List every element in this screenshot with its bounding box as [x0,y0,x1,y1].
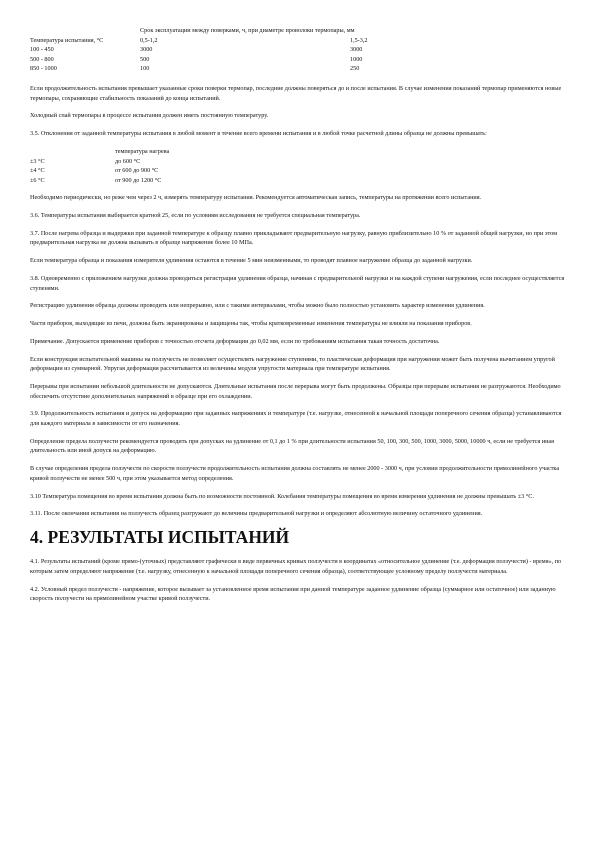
table-row: 500 - 800 500 1000 [30,55,363,63]
paragraph: Холодный спай термопары в процессе испытания должен иметь постоянную температуру. [30,112,269,120]
paragraph: В случае определения предела ползучести по скорости ползучести продолжительность испытания должна составлять не менее 2000 - 3000 ч, при условии продолжительности прямолинейного участка кривой ползучести не менее 500 ч, при этом указывается метод определения. [30,465,560,482]
paragraph: Определение предела ползучести рекомендуется проводить при допусках на удлинение от 0,1 до 1 % при длительности испытания 50, 100, 300, 500, 1000, 3000, 5000, 10000 ч, если не требуется иная длительность или иной допуск на деформацию. [30,437,555,455]
table-row: ±3 °С до 600 °С [30,157,141,165]
paragraph: 3.6. Температуры испытания выбирается кратной 25, если по условиям исследования не требуется специальная температура. [30,212,361,220]
table-sub-header-1: 0,5-1,2 [140,36,158,44]
paragraph: 3.10 Температура помещения во время испытания должна быть по возможности постоянной. Колебания температуры помещения во время измерения удлинения не должны превышать ±3 °С. [30,492,534,500]
table-span-header: Срок эксплуатации между поверками, ч, при диаметре проволоки термопары, мм [140,27,355,34]
paragraph: 3.11. После окончания испытания на ползучесть образец разгружают до величины предварительной нагрузки и определяют абсолютную величину остаточного удлинения. [30,510,483,518]
table-col0-header: Температура испытания, °С [30,36,104,44]
table-row: 100 - 450 3000 3000 [30,46,363,54]
paragraph: Регистрацию удлинения образца должны проводить или непрерывно, или с такими интервалами, чтобы можно было полностью установить характер изменения удлинения. [30,302,485,310]
paragraph: Части приборов, выходящие из печи, должны быть экранированы и защищены так, чтобы кратковременные изменения температуры не влияли на показания приборов. [30,320,472,328]
paragraph: Если продолжительность испытания превышает указанные сроки поверки термопар, последние должны поверяться до и после испытания. В случае изменения показаний термопар применяются новые термопары, сохраняющие стабильность показаний до конца испытаний. [30,84,562,102]
thermocouple-table [30,26,450,74]
paragraph: Если температура образца и показания измерителя удлинения остаются в течение 5 мин неизменными, то проводят плавное нагружение образца до заданной нагрузки. [30,257,473,265]
document-page [30,26,565,612]
paragraph: 3.9. Продолжительность испытания и допуск на деформацию при заданных напряжениях и температуре (т.е. нагрузке, отнесенной к начальной площади поперечного сечения образца) устанавливаются для каждого материала в зависимости от его назначения. [30,410,562,428]
note-paragraph: Примечание. Допускается применение приборов с точностью отсчета деформации до 0,02 мм, если по требованиям испытания такая точность достаточна. [30,337,440,345]
temperature-tolerance-table [30,147,169,185]
paragraph: 3.7. После нагрева образца и выдержки при заданной температуре к образцу плавно прикладывают предварительную нагрузку, равную приблизительно 10 % от заданной общей нагрузки, но при этом предварительная нагрузка не должна вызывать в образце напряжение более 10 МПа. [30,229,558,247]
tolerance-table-header: температура нагрева [115,147,170,155]
section-heading: 4. РЕЗУЛЬТАТЫ ИСПЫТАНИЙ [30,527,290,548]
table-row: ±4 °С от 600 до 900 °С [30,167,159,175]
table-row: 850 - 1000 100 250 [30,65,360,73]
table-row: ±6 °С от 900 до 1200 °С [30,176,162,184]
paragraph: Необходимо периодически, но реже чем через 2 ч, измерять температуру испытания. Рекомендуется автоматическая запись, температуры на протяжении всего испытания. [30,194,482,202]
paragraph: 4.2. Условный предел ползучести - напряжение, которое вызывает за установленное время испытания при данной температуре заданное удлинение образца (суммарное или остаточное) или заданную скорость ползучести на прямолинейном участке кривой ползучести. [30,585,556,603]
paragraph: 3.5. Отклонения от заданной температуры испытания в любой момент в течение всего времени испытания и в любой точке расчетной длины образца не должны превышать: [30,130,487,138]
paragraph: 3.8. Одновременно с приложением нагрузки должна проводиться регистрация удлинения образца, начиная с предварительной нагрузки и на каждой ступени нагружения, если последнее осуществляется ступенями. [30,275,565,292]
paragraph: 4.1. Результаты испытаний (кроме прямо-(уточных) представляют графически в виде первичных кривых ползучести в координатах «относительное удлинение (т.е. деформация ползучести) - время», по которым затем определяют напряжение (т.е. нагрузку, отнесенную к начальной площади поперечного сечения образца), соответствующее условному пределу ползучести материала. [30,558,562,575]
table-sub-header-2: 1,5-3,2 [350,36,368,44]
paragraph: Перерывы при испытании небольшой длительности не допускаются. Длительные испытания после перерыва могут быть продолжены. Образцы при перерыве испытания не разгружаются. Необходимо обеспечить отсутствие дополнительных напряжений в образце при его охлаждении. [30,383,561,400]
paragraph: Если конструкция испытательной машины на ползучесть не позволяет осуществлять нагружение ступенями, то пластическая деформация при нагружении может быть получена вычитанием упругой деформации из суммарной. Упругая деформация рассчитывается из величины модуля упругости материала при температуре испытания. [30,355,555,373]
